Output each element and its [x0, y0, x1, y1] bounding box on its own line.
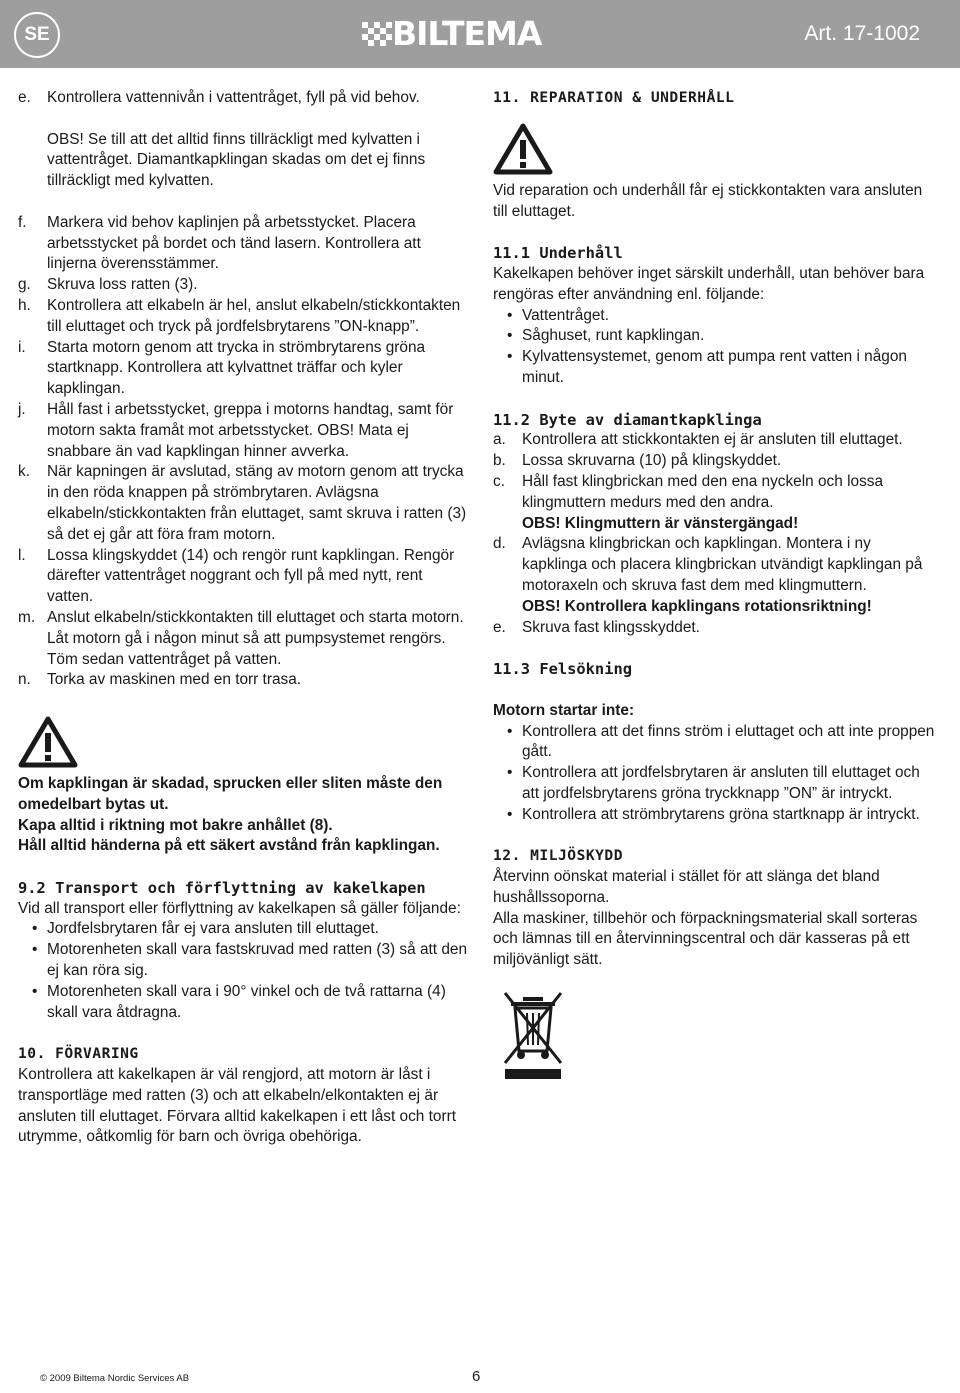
left-column [18, 88, 470, 1148]
checker-flag-icon [362, 14, 392, 54]
article-number: Art. 17-1002 [804, 22, 920, 45]
brand-logo [362, 14, 602, 54]
obs-note: OBS! Se till att det alltid finns tillräckligt med kylvatten i vattentråget. Diamantkapklingan skadas om det ej finns tillräckligt med kylvatten. [47, 130, 426, 190]
step-e: e. Kontrollera vattennivån i vattentråget, fyll på vid behov. [18, 89, 420, 106]
list-item: • Kontrollera att strömbrytarens gröna startknapp är intryckt. [507, 805, 920, 823]
list-item: • Kontrollera att det finns ström i eluttaget och att inte proppen gått. [507, 722, 935, 761]
weee-crossed-bin-icon [501, 989, 565, 1085]
step-i: i. Starta motorn genom att trycka in strömbrytarens gröna startknapp. Kontrollera att kylvattnet träffar och kyler kapklingan. [18, 338, 426, 398]
right-column [493, 88, 938, 1085]
section-11-1-intro: Kakelkapen behöver inget särskilt underhåll, utan behöver bara rengöras efter användning enl. följande: [493, 264, 925, 303]
obs-rotation: OBS! Kontrollera kapklingans rotationsriktning! [522, 597, 872, 615]
warning-text-2: Kapa alltid i riktning mot bakre anhållet (8). [18, 816, 333, 834]
step-a: a. Kontrollera att stickkontakten ej är ansluten till eluttaget. [493, 431, 903, 449]
transport-list [18, 919, 470, 1023]
list-item: • Kylvattensystemet, genom att pumpa rent vatten i någon minut. [507, 348, 907, 386]
copyright: © 2009 Biltema Nordic Services AB [40, 1373, 190, 1384]
step-c: c. Håll fast klingbrickan med den ena nyckeln och lossa klingmuttern medurs med den andra. [493, 472, 884, 511]
step-g: g. Skruva loss ratten (3). [18, 276, 198, 294]
step-j: j. Håll fast i arbetsstycket, greppa i motorns handtag, samt för motorn sakta framåt mot arbetsstycket. OBS! Mata ej snabbare än vad kapklingan hinner avverka. [18, 400, 454, 460]
language-badge: SE [14, 12, 60, 58]
section-11-2-title: 11.2 Byte av diamantkapklinga [493, 410, 762, 429]
step-l: l. Lossa klingskyddet (14) och rengör runt kapklingan. Rengör därefter vattentråget noggrant och fyll på med nytt, rent vatten. [18, 546, 455, 606]
warning-triangle-icon [493, 123, 553, 175]
list-item: • Motorenheten skall vara fastskruvad med ratten (3) så att den ej kan röra sig. [32, 941, 468, 980]
section-10-title: 10. FÖRVARING [18, 1045, 139, 1063]
section-11-warning: Vid reparation och underhåll får ej stickkontakten vara ansluten till eluttaget. [493, 181, 923, 220]
list-item: • Såghuset, runt kapklingan. [507, 327, 705, 345]
step-f: f. Markera vid behov kaplinjen på arbetsstycket. Placera arbetsstycket på bordet och tänd lasern. Kontrollera att linjerna överensstämmer. [18, 213, 421, 273]
section-10-text: Kontrollera att kakelkapen är väl rengjord, att motorn är låst i transportläge med ratten (3) och att elkabeln/elkontakten ej är ansluten till eluttaget. Förvara alltid kakelkapen i ett låst och torrt utrymme, oåtkomlig för barn och övriga obehöriga. [18, 1066, 457, 1146]
section-11-3-title: 11.3 Felsökning [493, 660, 632, 679]
warning-text-1: Om kapklingan är skadad, sprucken eller sliten måste den omedelbart bytas ut. [18, 774, 443, 813]
list-item: • Vattentråget. [507, 306, 609, 324]
section-12-p2: Alla maskiner, tillbehör och förpackningsmaterial skall sorteras och lämnas till en återvinningscentral och där kasseras på ett miljövänligt sätt. [493, 909, 918, 969]
section-11-title: 11. REPARATION & UNDERHÅLL [493, 89, 735, 106]
maintenance-list [493, 306, 938, 389]
page-number: 6 [472, 1368, 481, 1385]
brand-name: BILTEMA [392, 14, 542, 53]
troubleshoot-list [493, 722, 938, 826]
list-item: • Jordfelsbrytaren får ej vara ansluten till eluttaget. [32, 920, 379, 938]
step-k: k. När kapningen är avslutad, stäng av motorn genom att trycka in den röda knappen på strömbrytaren. Avlägsna elkabeln/stickkontakten från eluttaget, samt skruva i ratten (3) så det ej går att föra fram motorn. [18, 463, 467, 543]
list-item: • Motorenheten skall vara i 90° vinkel och de två rattarna (4) skall vara åtdragna. [32, 982, 446, 1021]
step-m: m. Anslut elkabeln/stickkontakten till eluttaget och starta motorn. Låt motorn gå i någon minut så att pumpsystemet rengörs. Töm sedan vattentråget på vatten. [18, 608, 464, 668]
troubleshoot-subtitle: Motorn startar inte: [493, 701, 635, 719]
warning-text-3: Håll alltid händerna på ett säkert avstånd från kapklingan. [18, 837, 440, 855]
step-d: d. Avlägsna klingbrickan och kapklingan. Montera i ny kapklinga och placera klingbrickan utvändigt kapklingan på motoraxeln och skruva fast dem med klingmuttern. [493, 535, 923, 594]
step-n: n. Torka av maskinen med en torr trasa. [18, 671, 302, 689]
obs-left-hand-thread: OBS! Klingmuttern är vänstergängad! [522, 514, 799, 532]
section-12-title: 12. MILJÖSKYDD [493, 847, 624, 865]
step-b: b. Lossa skruvarna (10) på klingskyddet. [493, 452, 782, 470]
step-e: e. Skruva fast klingsskyddet. [493, 618, 700, 636]
section-9-2-title: 9.2 Transport och förflyttning av kakelkapen [18, 878, 426, 897]
page-header [0, 0, 960, 68]
section-11-1-title: 11.1 Underhåll [493, 244, 623, 263]
warning-triangle-icon [18, 716, 78, 768]
section-12-p1: Återvinn oönskat material i stället för att slänga det bland hushållssoporna. [493, 868, 880, 906]
step-h: h. Kontrollera att elkabeln är hel, anslut elkabeln/stickkontakten till eluttaget och tryck på jordfelsbrytarens ”ON-knapp”. [18, 296, 461, 335]
list-item: • Kontrollera att jordfelsbrytaren är ansluten till eluttaget och att jordfelsbrytarens gröna tryckknapp ”ON” är intryckt. [507, 764, 920, 802]
section-9-2-intro: Vid all transport eller förflyttning av kakelkapen så gäller följande: [18, 899, 461, 917]
